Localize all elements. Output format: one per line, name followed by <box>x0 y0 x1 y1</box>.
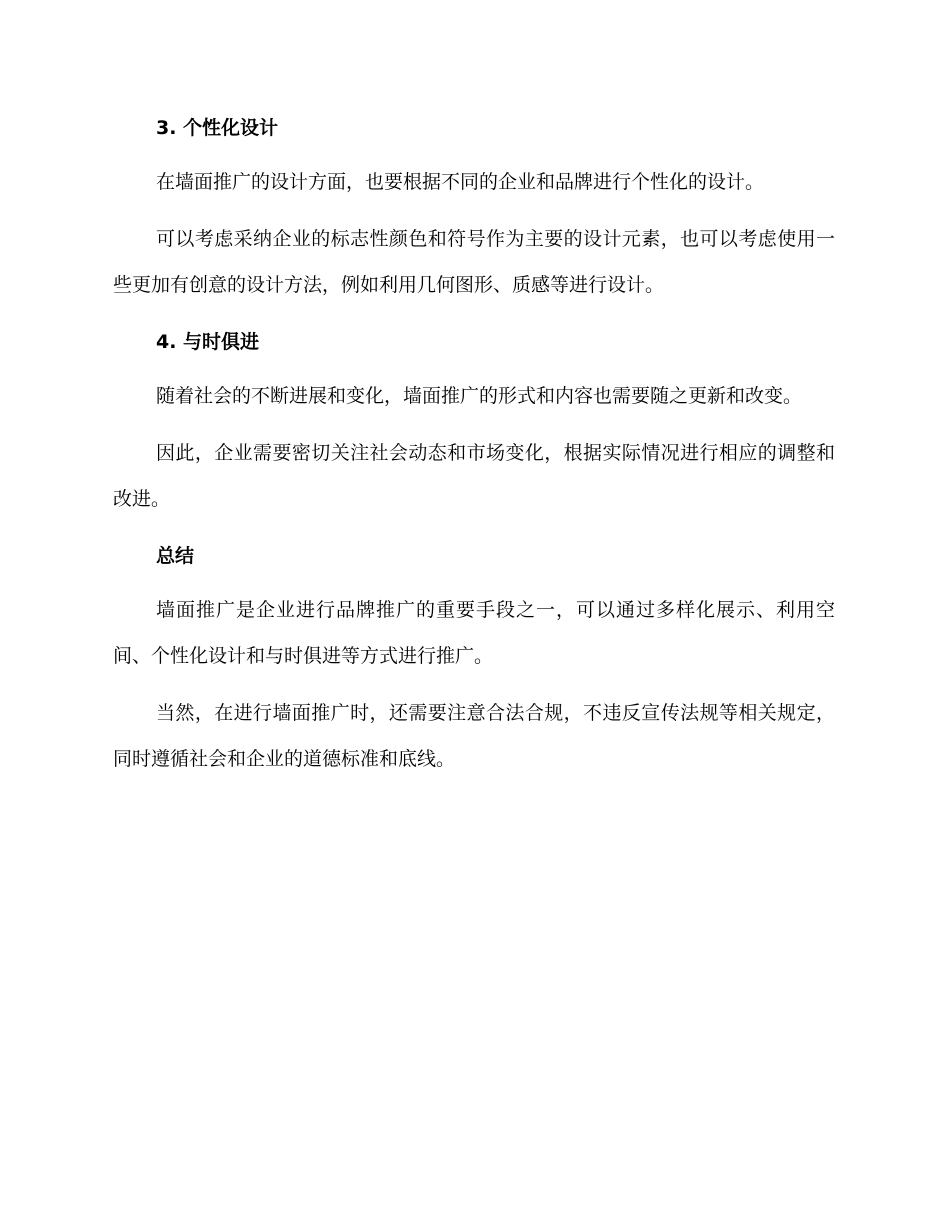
paragraph: 在墙面推广的设计方面，也要根据不同的企业和品牌进行个性化的设计。 <box>156 171 765 193</box>
paragraph: 随着社会的不断进展和变化，墙面推广的形式和内容也需要随之更新和改变。 <box>156 385 803 407</box>
paragraph: 当然，在进行墙面推广时，还需要注意合法合规，不违反宣传法规等相关规定，同时遵循社会和企业的道德标准和底线。 <box>113 702 835 770</box>
section-heading-summary: 总结 <box>156 545 195 567</box>
document-page <box>113 108 835 782</box>
section-heading-keep-up-with-times: 4. 与时俱进 <box>156 331 260 353</box>
paragraph: 因此，企业需要密切关注社会动态和市场变化，根据实际情况进行相应的调整和改进。 <box>113 442 835 510</box>
paragraph: 可以考虑采纳企业的标志性颜色和符号作为主要的设计元素，也可以考虑使用一些更加有创意的设计方法，例如利用几何图形、质感等进行设计。 <box>113 228 835 296</box>
paragraph: 墙面推广是企业进行品牌推广的重要手段之一，可以通过多样化展示、利用空间、个性化设计和与时俱进等方式进行推广。 <box>113 599 835 667</box>
section-heading-personalized-design: 3. 个性化设计 <box>156 117 279 139</box>
